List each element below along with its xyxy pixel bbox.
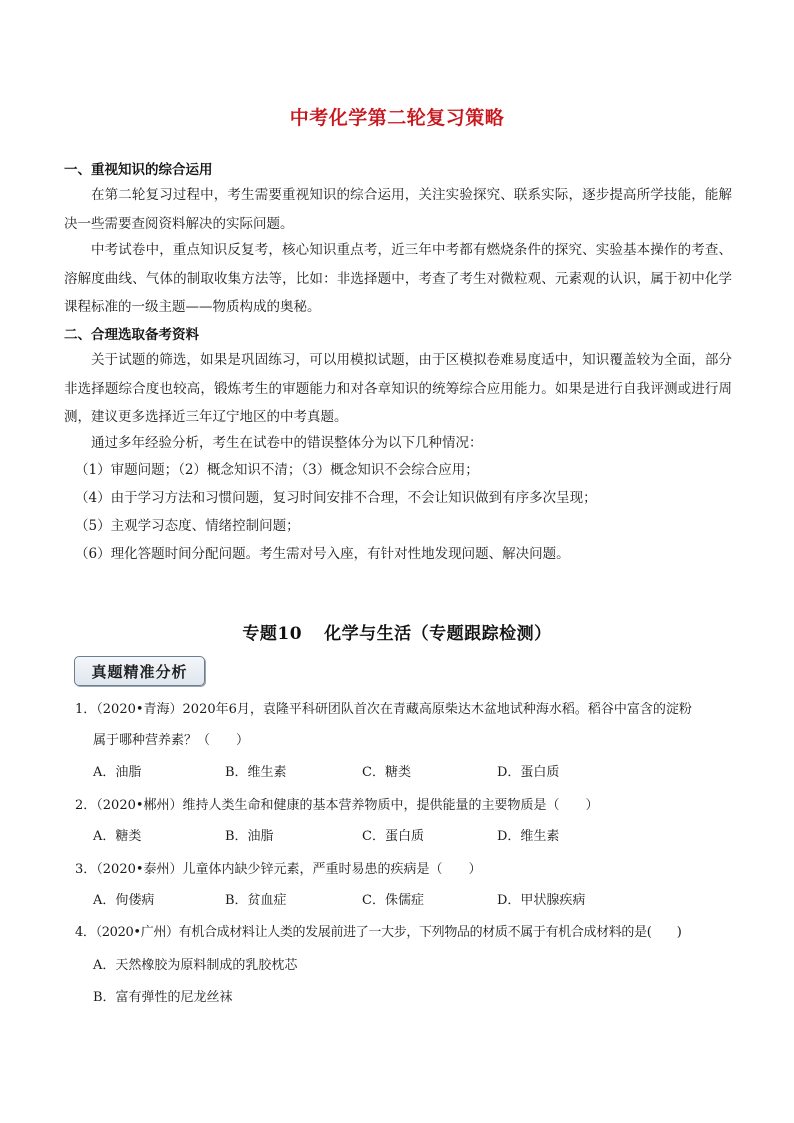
question-1-option-a: A．油脂 xyxy=(93,765,142,780)
question-1-option-d: D．蛋白质 xyxy=(497,765,560,780)
error-item: （5）主观学习态度、情绪控制问题； xyxy=(75,518,300,534)
question-2-option-b: B．油脂 xyxy=(225,829,274,844)
question-4-option-a: A．天然橡胶为原料制成的乳胶枕芯 xyxy=(93,958,298,973)
section-tag xyxy=(74,656,205,686)
section-tag-label: 真题精准分析 xyxy=(91,663,188,681)
question-3-option-d: D．甲状腺疾病 xyxy=(497,893,586,908)
error-item: （6）理化答题时间分配问题。考生需对号入座，有针对性地发现问题、解决问题。 xyxy=(75,546,570,562)
question-2-option-a: A．糖类 xyxy=(93,829,142,844)
page-title: 中考化学第二轮复习策略 xyxy=(289,107,505,129)
question-4-stem: 4．（2020•广州）有机合成材料让人类的发展前进了一大步，下列物品的材质不属于有机合成材料的是( ) xyxy=(75,925,682,940)
question-3-option-a: A．佝偻病 xyxy=(93,893,155,908)
section-2-heading: 二、合理选取备考资料 xyxy=(64,327,199,343)
section-2-paragraph-2: 通过多年经验分析，考生在试卷中的错误整体分为以下几种情况： xyxy=(91,435,483,451)
question-2-option-d: D．维生素 xyxy=(497,829,560,844)
question-1-stem-cont: 属于哪种营养素？（ ） xyxy=(93,733,250,748)
question-4-option-b: B．富有弹性的尼龙丝袜 xyxy=(93,990,233,1005)
question-3-stem: 3．（2020•泰州）儿童体内缺少锌元素，严重时易患的疾病是（ ） xyxy=(75,862,482,877)
topic-name: 化学与生活（专题跟踪检测） xyxy=(324,624,552,644)
topic-title xyxy=(0,619,794,644)
question-1-stem: 1．（2020•青海）2020年6月，袁隆平科研团队首次在青藏高原柴达木盆地试种海水稻。稻谷中富含的淀粉 xyxy=(75,702,692,717)
question-3-option-c: C．侏儒症 xyxy=(362,893,424,908)
question-1-option-b: B．维生素 xyxy=(225,765,287,780)
question-1-option-c: C．糖类 xyxy=(362,765,411,780)
question-2-stem: 2．（2020•郴州）维持人类生命和健康的基本营养物质中，提供能量的主要物质是（ ） xyxy=(75,798,599,813)
section-2-paragraph-1: 关于试题的筛选，如果是巩固练习，可以用模拟试题，由于区模拟卷难易度适中，知识覆盖较为全面，部分非选择题综合度也较高，锻炼考生的审题能力和对各章知识的统筹综合应用能力。如果是进行自我评测或进行周测，建议更多选择近三年辽宁地区的中考真题。 xyxy=(64,352,732,425)
error-item: （4）由于学习方法和习惯问题，复习时间安排不合理，不会让知识做到有序多次呈现； xyxy=(75,490,597,506)
section-1-paragraph-2: 中考试卷中，重点知识反复考，核心知识重点考，近三年中考都有燃烧条件的探究、实验基本操作的考查、溶解度曲线、气体的制取收集方法等，比如：非选择题中，考查了考生对微粒观、元素观的认识，属于初中化学课程标准的一级主题——物质构成的奥秘。 xyxy=(64,242,732,315)
question-2-option-c: C．蛋白质 xyxy=(362,829,424,844)
section-1-paragraph-1: 在第二轮复习过程中，考生需要重视知识的综合运用，关注实验探究、联系实际，逐步提高所学技能，能解决一些需要查阅资料解决的实际问题。 xyxy=(64,187,732,232)
topic-number: 专题10 xyxy=(242,624,303,644)
section-1-heading: 一、重视知识的综合运用 xyxy=(64,162,213,178)
question-3-option-b: B．贫血症 xyxy=(225,893,287,908)
error-item: （1）审题问题；（2）概念知识不清；（3）概念知识不会综合应用； xyxy=(75,462,479,478)
